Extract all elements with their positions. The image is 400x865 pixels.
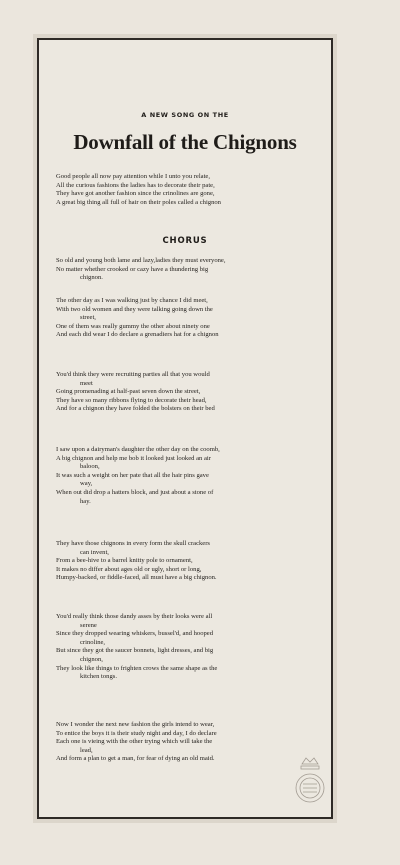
verse-line: No matter whether crooked or cazy have a thundering big — [56, 265, 209, 273]
verse-line: You'd think they were recruiting parties all that you would — [56, 371, 210, 378]
verse-1 — [56, 173, 320, 207]
verse-line: crinoline, — [80, 638, 106, 646]
verse-2 — [56, 297, 320, 340]
verse-line: You'd really think those dandy asses by their looks were all — [56, 613, 213, 620]
chorus-label: CHORUS — [162, 236, 208, 246]
verse-line: Each one is vieing with the other trying which will take the — [56, 738, 213, 746]
verse-line: And each did wear I do declare a grenadiers hat for a chignon — [56, 331, 219, 339]
verse-5 — [56, 540, 320, 583]
verse-line: It was such a weight on her pate that all the hair pins gave — [56, 471, 209, 479]
verse-line: From a bee-hive to a barrel knitty pole to ornament, — [56, 557, 193, 565]
verse-line: lead, — [80, 746, 93, 754]
verse-line: And for a chignon they have folded the bolsters on their bed — [56, 405, 215, 413]
verse-line: But since they got the saucer bonnets, light dresses, and big — [56, 647, 214, 655]
verse-line: Now I wonder the next new fashion the girls intend to wear, — [56, 721, 215, 728]
verse-line: serene — [80, 621, 97, 629]
verse-line: They have so many ribbons flying to decorate their head, — [56, 396, 207, 404]
verse-line: Good people all now pay attention while I unto you relate, — [56, 173, 210, 180]
verse-7 — [56, 721, 320, 764]
verse-3 — [56, 371, 320, 414]
broadside-sheet — [37, 38, 333, 819]
supertitle: A NEW SONG ON THE — [141, 111, 229, 119]
verse-line: hay. — [80, 497, 91, 505]
verse-line: meet — [80, 379, 93, 387]
verse-4 — [56, 446, 320, 506]
verse-line: When out did drop a hatters block, and just about a stone of — [56, 488, 214, 496]
verse-line: way, — [80, 480, 93, 488]
verse-line: Since they dropped wearing whiskers, bussel'd, and hooped — [56, 630, 214, 638]
verse-line: A great big thing all full of hair on their poles called a chignon — [56, 198, 221, 206]
verse-line: baloon, — [80, 463, 100, 471]
song-title: Downfall of the Chignons — [73, 130, 297, 154]
verse-line: can invent, — [80, 548, 109, 556]
verse-line: They have those chignons in every form the skull crackers — [56, 540, 210, 547]
verse-line: One of them was really gummy the other about ninety one — [56, 322, 210, 330]
verse-line: All the curious fashions the ladies has to decorate their pate, — [56, 181, 215, 189]
verse-line: The other day as I was walking just by chance I did meet, — [56, 297, 208, 304]
verse-line: chignon. — [80, 274, 103, 282]
crest-stamp-icon — [293, 754, 327, 806]
verse-line: street, — [80, 314, 96, 322]
verse-line: Humpy-backed, or fiddle-faced, all must have a big chignon. — [56, 574, 217, 582]
verse-line: chignon, — [80, 655, 103, 663]
verse-line: So old and young both lame and lazy,ladies they must everyone, — [56, 257, 226, 264]
verse-6 — [56, 613, 320, 682]
verse-line: A big chignon and help me bob it looked just looked an air — [56, 454, 211, 462]
verse-line: Going promenading at half-past seven down the street, — [56, 388, 201, 396]
verse-line: I saw upon a dairyman's daughter the other day on the coomb, — [56, 446, 220, 453]
chorus-text — [56, 257, 320, 283]
verse-line: It makes no differ about ages old or ugly, short or long, — [56, 565, 202, 573]
verse-line: With two old women and they were talking going down the — [56, 305, 213, 313]
verse-line: And form a plan to get a man, for fear of dying an old maid. — [56, 755, 215, 763]
verse-line: To entice the boys it is their study night and day, I do declare — [56, 729, 217, 737]
verse-line: kitchen tongs. — [80, 673, 117, 681]
verse-line: They look like things to frighten crows the same shape as the — [56, 664, 218, 672]
verse-line: They have got another fashion since the crinolines are gone, — [56, 190, 215, 198]
